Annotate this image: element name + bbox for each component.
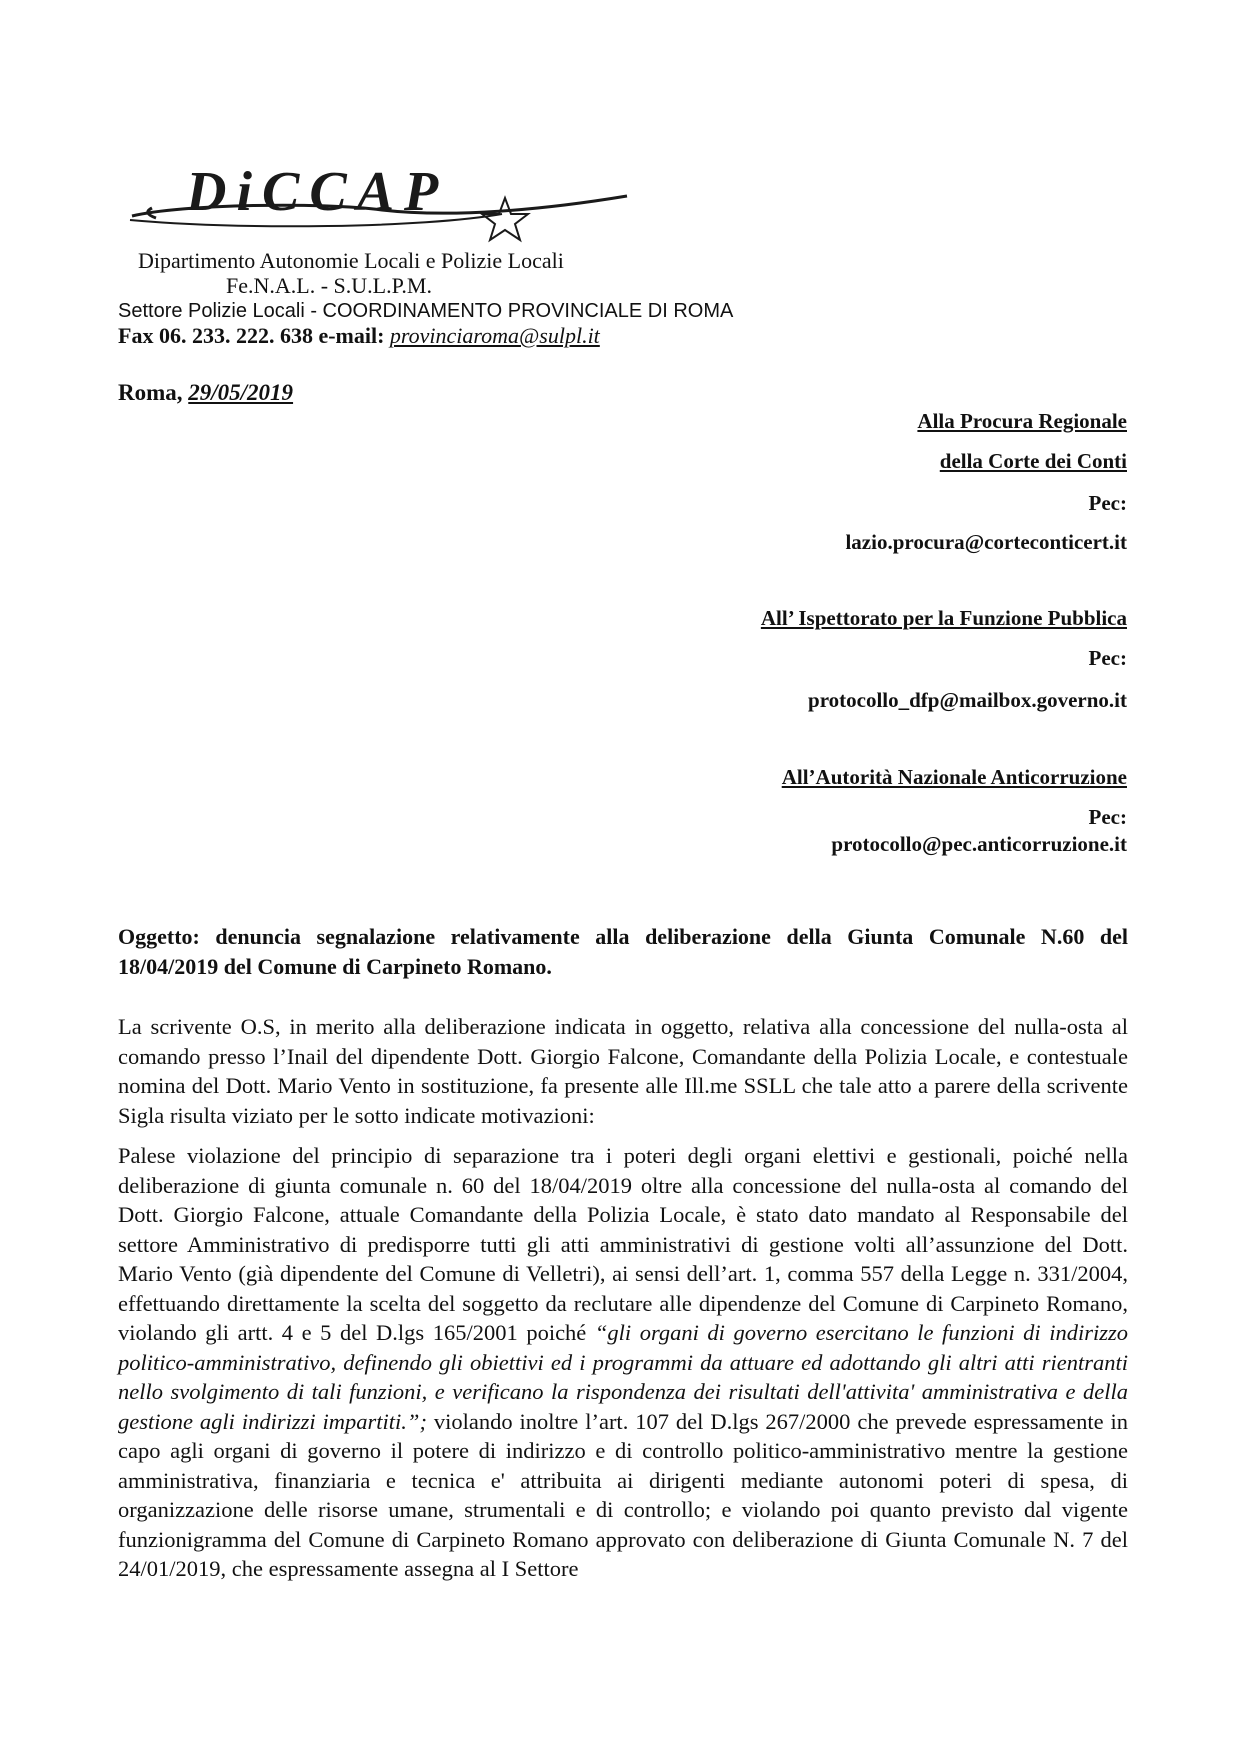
paragraph-2-part-1: Palese violazione del principio di separazione tra i poteri degli organi elettivi e gestionali, poiché nella deliberazione di giunta comunale n. 60 del 18/04/2019 oltre alla concessione del nulla-osta al comando del Dott. Giorgio Falcone, attuale Comandante della Polizia Locale, è stato dato mandato al Responsabile del settore Amministrativo di predisporre tutti gli atti amministrativi di gestione volti all’assunzione del Dott. Mario Vento (già dipendente del Comune di Velletri), ai sensi dell’art. 1, comma 557 della Legge n. 331/2004, effettuando direttamente la scelta del soggetto da reclutare alle dipendenze del Comune di Carpineto Romano, violando gli artt. 4 e 5 del D.lgs 165/2001 poiché: [118, 1143, 1128, 1345]
recipient-1-line-1: Alla Procura Regionale: [917, 409, 1127, 433]
date-line: [118, 380, 293, 406]
logo-text: DiCCAP: [186, 161, 449, 223]
recipient-2-pec-label: Pec:: [1088, 646, 1127, 670]
email-link[interactable]: provinciaroma@sulpl.it: [389, 323, 600, 348]
recipient-2-line-1: All’ Ispettorato per la Funzione Pubblica: [760, 606, 1127, 630]
recipient-1-pec-label: Pec:: [1088, 491, 1127, 515]
org-line-3: Settore Polizie Locali - COORDINAMENTO PROVINCIALE DI ROMA: [118, 300, 734, 322]
org-line-1: Dipartimento Autonomie Locali e Polizie Locali: [138, 248, 564, 273]
contact-line: [118, 323, 600, 349]
recipient-2-pec: protocollo_dfp@mailbox.governo.it: [808, 688, 1127, 712]
body-paragraph-2: [118, 1141, 1128, 1584]
org-line-2: Fe.N.A.L. - S.U.L.P.M.: [226, 273, 432, 298]
body-paragraph-1: La scrivente O.S, in merito alla deliberazione indicata in oggetto, relativa alla concessione del nulla-osta al comando presso l’Inail del dipendente Dott. Giorgio Falcone, Comandante della Polizia Locale, e contestuale nomina del Dott. Mario Vento in sostituzione, fa presente alle Ill.me SSLL che tale atto a parere della scrivente Sigla risulta viziato per le sotto indicate motivazioni:: [118, 1014, 1128, 1128]
subject-line: Oggetto: denuncia segnalazione relativamente alla deliberazione della Giunta Comunale N.60 del 18/04/2019 del Comune di Carpineto Romano.: [118, 924, 1128, 979]
paragraph-2-part-2: violando inoltre l’art. 107 del D.lgs 267/2000 che prevede espressamente in capo agli organi di governo il potere di indirizzo e di controllo politico-amministrativo mentre la gestione amministrativa, finanziaria e tecnica e' attribuita ai dirigenti mediante autonomi poteri di spesa, di organizzazione delle risorse umane, strumentali e di controllo; e violando poi quanto previsto dal vigente funzionigramma del Comune di Carpineto Romano approvato con deliberazione di Giunta Comunale N. 7 del 24/01/2019, che espressamente assegna al I Settore: [118, 1408, 1128, 1581]
recipient-3-pec-label: Pec:: [1088, 805, 1127, 829]
fax-label: Fax 06. 233. 222. 638 e-mail:: [118, 323, 390, 348]
diccap-logo: [122, 158, 632, 248]
recipient-1-line-2: della Corte dei Conti: [939, 449, 1127, 473]
paragraph-2-quote: “gli organi di governo esercitano le funzioni di indirizzo politico-amministrativo, definendo gli obiettivi ed i programmi da attuare ed adottando gli altri atti rientranti nello svolgimento di tali funzioni, e verificano la rispondenza dei risultati dell'attivita' amministrativa e della gestione agli indirizzi impartiti.”;: [118, 1320, 1128, 1434]
recipient-3-pec: protocollo@pec.anticorruzione.it: [831, 832, 1127, 856]
star-icon: [482, 198, 528, 240]
date-place: Roma,: [118, 380, 189, 405]
recipient-3-line-1: All’Autorità Nazionale Anticorruzione: [781, 765, 1127, 789]
date-value: 29/05/2019: [188, 380, 294, 405]
recipient-1-pec: lazio.procura@corteconticert.it: [845, 530, 1127, 554]
